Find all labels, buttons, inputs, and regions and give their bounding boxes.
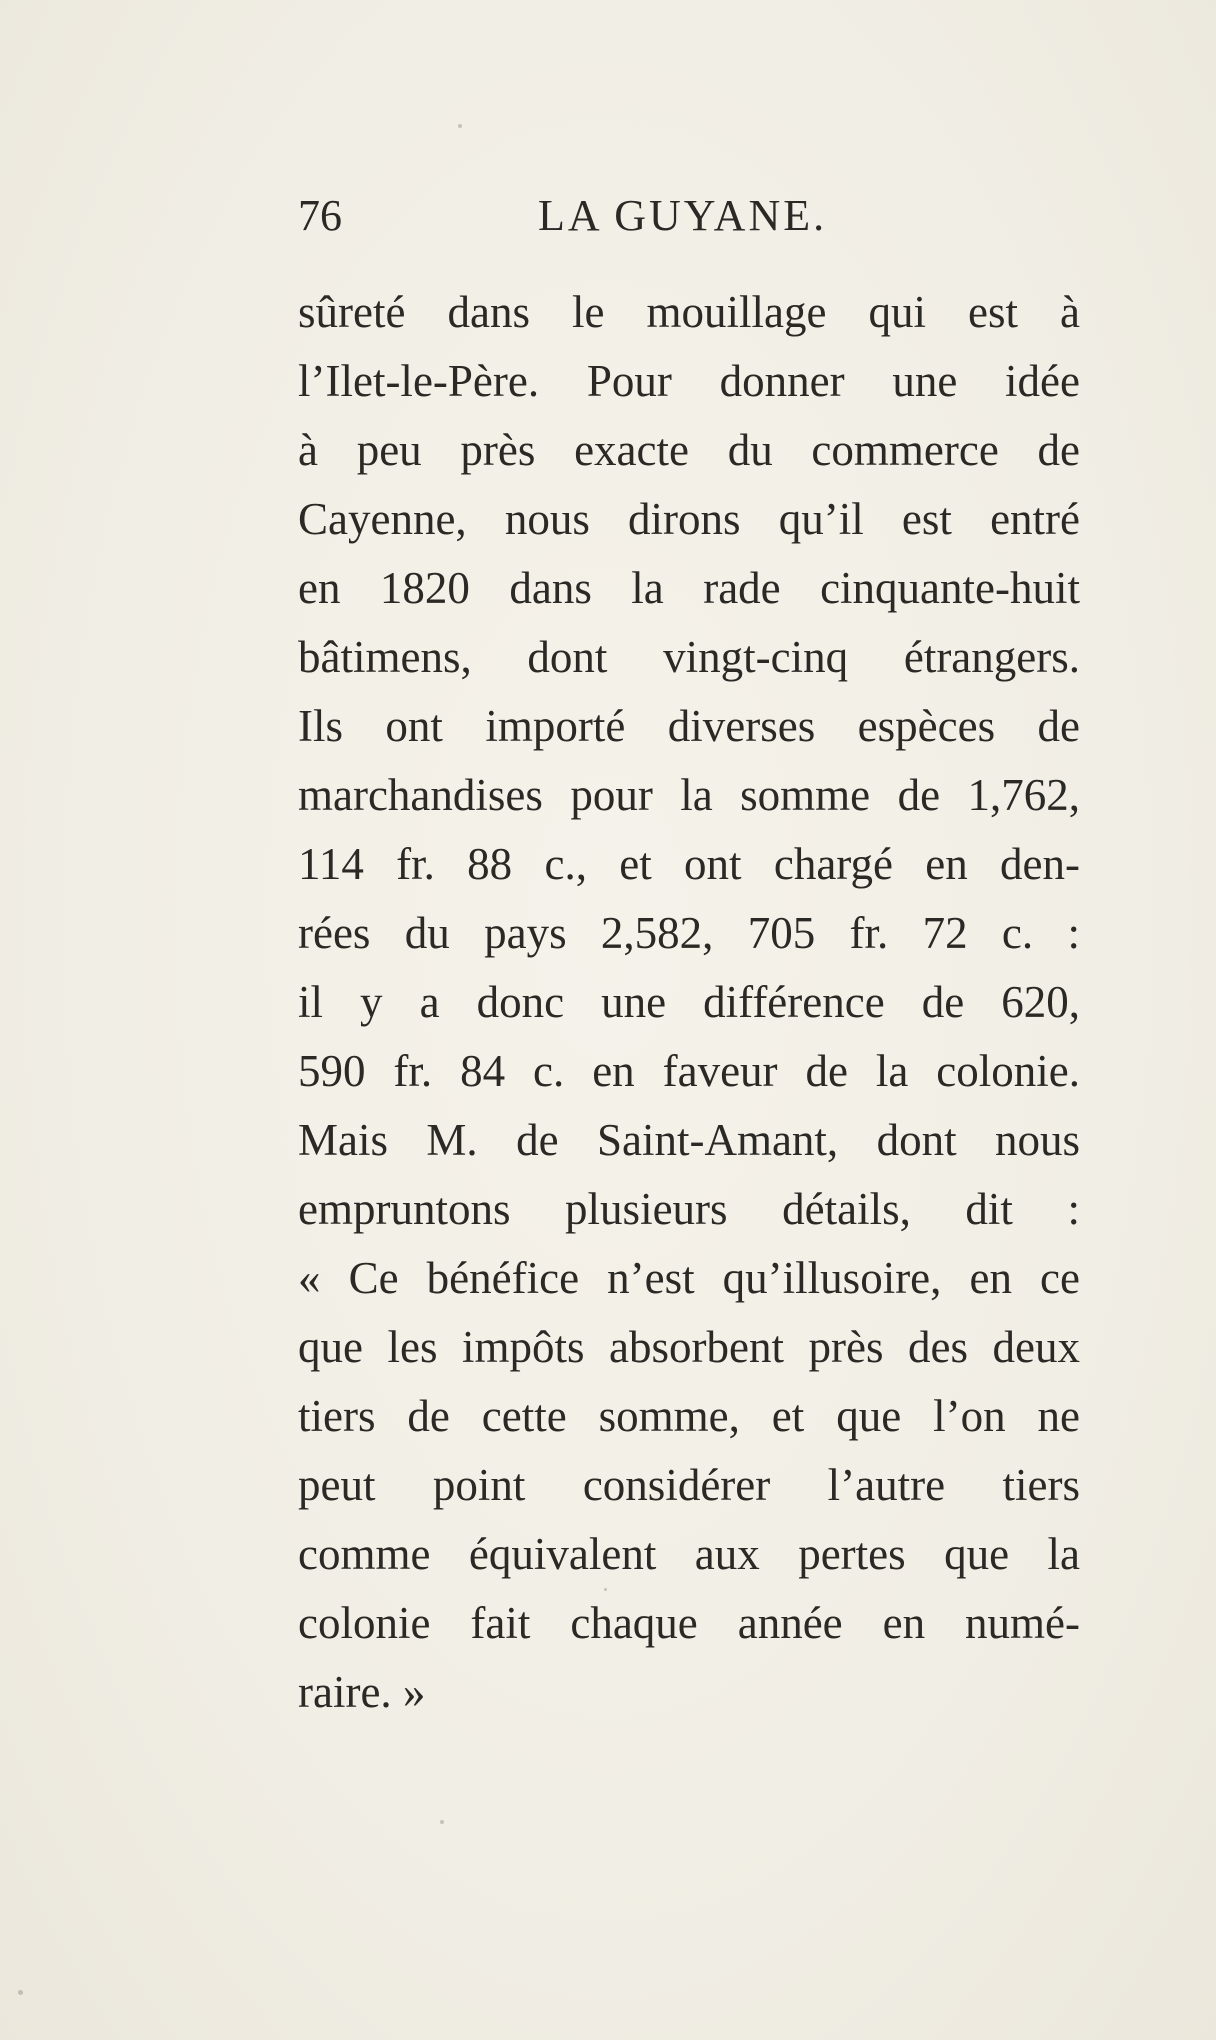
text-line: colonie fait chaque année en numé- [298, 1598, 1080, 1648]
paper-speck [18, 1990, 23, 1995]
text-line: Ils ont importé diverses espèces de [298, 701, 1080, 751]
text-line: rées du pays 2,582, 705 fr. 72 c. : [298, 908, 1080, 958]
paper-speck [458, 124, 462, 128]
text-line: tiers de cette somme, et que l’on ne [298, 1391, 1080, 1441]
text-line: que les impôts absorbent près des deux [298, 1322, 1080, 1372]
running-title: LA GUYANE. [538, 191, 828, 240]
text-line: raire. » [298, 1667, 426, 1717]
text-line: il y a donc une différence de 620, [298, 977, 1080, 1027]
paper-speck [604, 1588, 607, 1591]
text-line: 114 fr. 88 c., et ont chargé en den- [298, 839, 1080, 889]
page-number: 76 [298, 191, 342, 240]
text-line: bâtimens, dont vingt-cinq étrangers. [298, 632, 1080, 682]
text-line: marchandises pour la somme de 1,762, [298, 770, 1080, 820]
text-line: en 1820 dans la rade cinquante-huit [298, 563, 1080, 613]
body-text [298, 278, 1080, 1727]
text-line: l’Ilet-le-Père. Pour donner une idée [298, 356, 1080, 406]
text-line: 590 fr. 84 c. en faveur de la colonie. [298, 1046, 1080, 1096]
text-line: Mais M. de Saint-Amant, dont nous [298, 1115, 1080, 1165]
text-line: empruntons plusieurs détails, dit : [298, 1184, 1080, 1234]
text-line: peut point considérer l’autre tiers [298, 1460, 1080, 1510]
text-line: à peu près exacte du commerce de [298, 425, 1080, 475]
text-line: « Ce bénéfice n’est qu’illusoire, en ce [298, 1253, 1080, 1303]
text-line: sûreté dans le mouillage qui est à [298, 287, 1080, 337]
paper-speck [440, 1820, 444, 1824]
text-line: comme équivalent aux pertes que la [298, 1529, 1080, 1579]
text-line: Cayenne, nous dirons qu’il est entré [298, 494, 1080, 544]
page-header [298, 190, 1088, 250]
